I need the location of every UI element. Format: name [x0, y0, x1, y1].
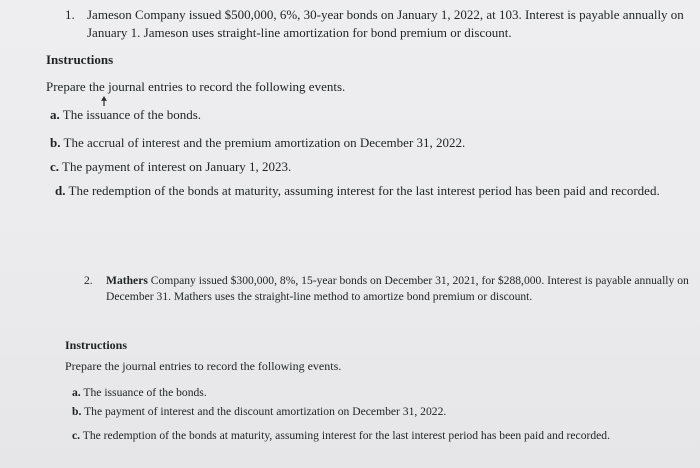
problem-1-item-c [50, 158, 670, 176]
item-text: The issuance of the bonds. [62, 107, 202, 122]
item-label: a. [72, 386, 81, 399]
item-label: d. [55, 183, 66, 198]
problem-1-prepare-text: Prepare the journal entries to record the following events. [46, 79, 346, 94]
item-label: b. [72, 405, 82, 418]
problem-2-text-wrap [106, 273, 691, 304]
problem-2-item-b [72, 404, 672, 420]
problem-1-item-d [55, 182, 665, 200]
item-text: The redemption of the bonds at maturity, assuming interest for the last interest period has been paid and recorded. [68, 183, 660, 198]
item-text: The issuance of the bonds. [83, 386, 207, 399]
problem-1-item-b [50, 134, 670, 152]
problem-2-company: Mathers [106, 274, 148, 287]
problem-1-text: Jameson Company issued $500,000, 6%, 30-year bonds on January 1, 2022, at 103. Interest is payable annually on January 1. Jameson uses straight-line amortization for bond premium or discount. [87, 7, 684, 40]
problem-2-instructions-heading: Instructions [65, 338, 128, 352]
item-text: The payment of interest and the discount amortization on December 31, 2022. [84, 405, 447, 418]
problem-1-instructions-heading: Instructions [46, 52, 114, 67]
problem-2-prepare-text: Prepare the journal entries to record the following events. [65, 359, 342, 373]
cursor-icon [100, 96, 108, 106]
item-label: b. [50, 135, 61, 150]
problem-2-item-c [72, 428, 652, 444]
problem-1-number: 1. [65, 7, 75, 22]
item-label: c. [50, 159, 60, 174]
item-text: The redemption of the bonds at maturity, assuming interest for the last interest period has been paid and recorded. [82, 429, 610, 442]
item-label: a. [50, 107, 60, 122]
item-text: The accrual of interest and the premium amortization on December 31, 2022. [63, 135, 466, 150]
problem-2-item-a [72, 385, 672, 401]
item-label: c. [72, 429, 81, 442]
problem-2-number: 2. [84, 274, 93, 287]
problem-2-text: Company issued $300,000, 8%, 15-year bonds on December 31, 2021, for $288,000. Interest is payable annually on December 31. Mathers uses the straight-line method to amortize bond premium or discount. [106, 274, 689, 303]
item-text: The payment of interest on January 1, 2023. [62, 159, 292, 174]
problem-1-item-a [50, 106, 670, 124]
